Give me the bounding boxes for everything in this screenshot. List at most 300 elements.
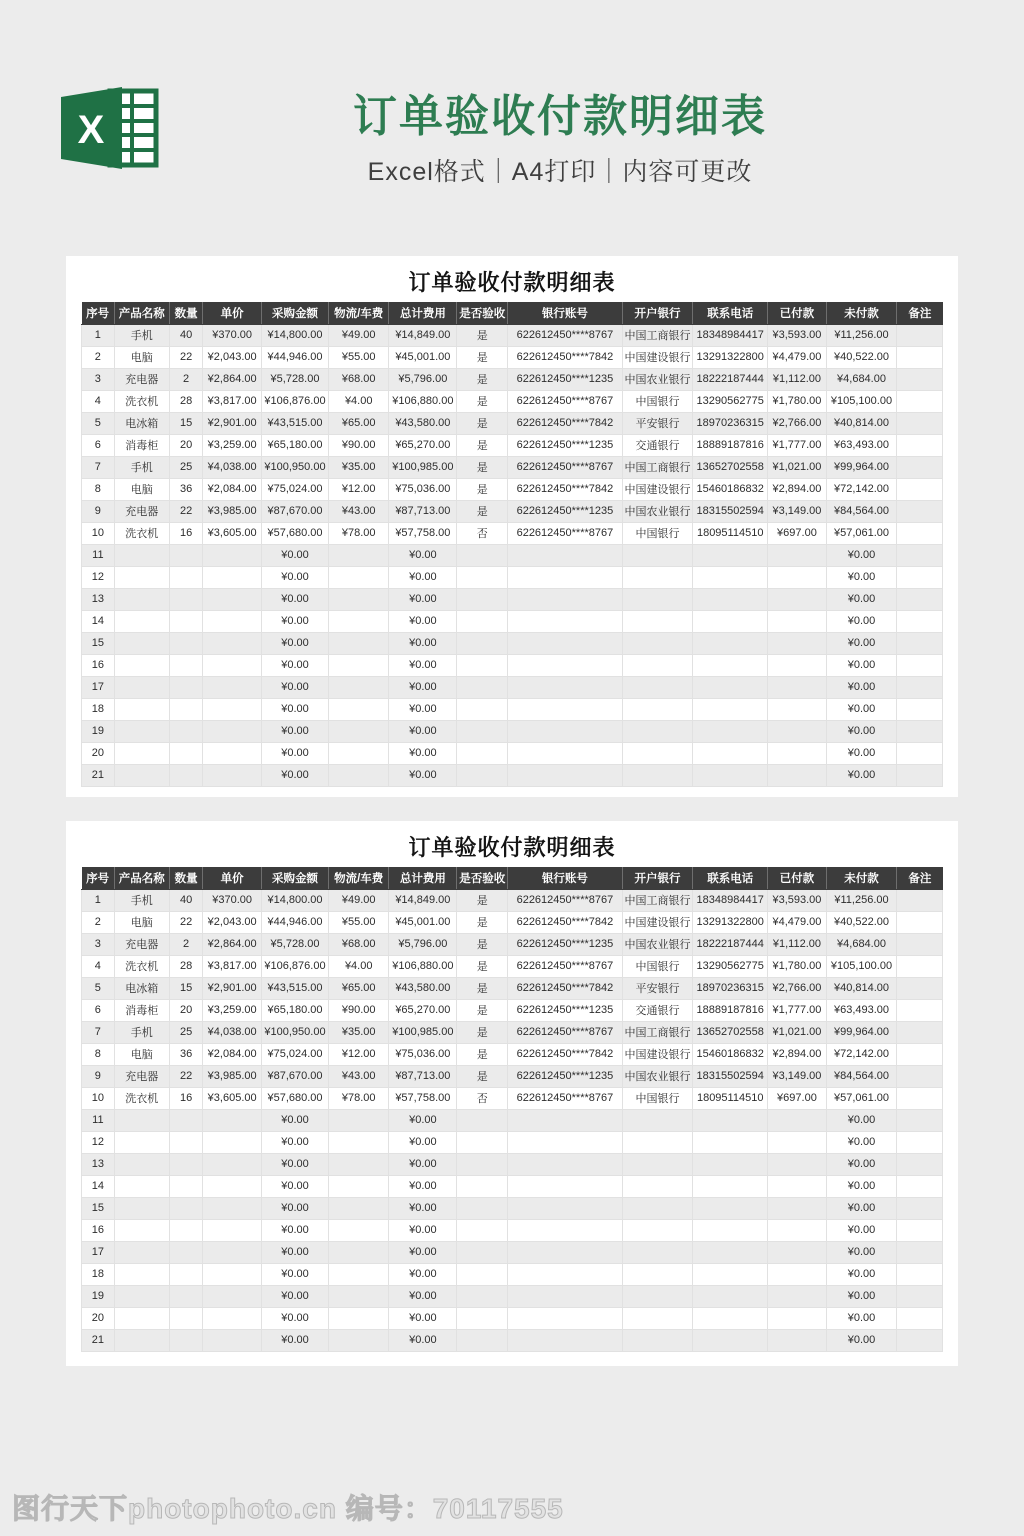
cell: 36 (169, 478, 203, 500)
cell: ¥0.00 (261, 764, 328, 786)
cell: ¥35.00 (329, 1021, 389, 1043)
cell (169, 588, 203, 610)
cell (693, 588, 768, 610)
cell: 16 (82, 654, 115, 676)
page-title: 订单验收付款明细表 (353, 92, 767, 141)
cell (457, 1329, 508, 1351)
table-row (82, 1131, 943, 1153)
cell: ¥45,001.00 (389, 346, 457, 368)
cell (768, 566, 827, 588)
cell: 充电器 (114, 1065, 169, 1087)
cell (768, 632, 827, 654)
cell (203, 1175, 262, 1197)
cell: ¥55.00 (329, 346, 389, 368)
table-row (82, 478, 943, 500)
cell: ¥55.00 (329, 911, 389, 933)
cell (329, 764, 389, 786)
cell (203, 1241, 262, 1263)
cell: 28 (169, 955, 203, 977)
cell: 8 (82, 1043, 115, 1065)
cell (768, 1109, 827, 1131)
cell: ¥0.00 (826, 1109, 897, 1131)
cell (693, 1329, 768, 1351)
cell: 充电器 (114, 368, 169, 390)
cell: 17 (82, 676, 115, 698)
cell: ¥11,256.00 (826, 889, 897, 911)
cell: 电脑 (114, 1043, 169, 1065)
cell: ¥4,684.00 (826, 368, 897, 390)
cell: ¥0.00 (826, 1307, 897, 1329)
cell: ¥90.00 (329, 434, 389, 456)
cell: 18095114510 (693, 522, 768, 544)
cell: 40 (169, 889, 203, 911)
cell: ¥2,864.00 (203, 368, 262, 390)
cell: ¥0.00 (826, 1241, 897, 1263)
cell (508, 1153, 623, 1175)
cell: 17 (82, 1241, 115, 1263)
cell: ¥0.00 (261, 1109, 328, 1131)
column-header: 采购金额 (261, 302, 328, 324)
cell (693, 1175, 768, 1197)
cell: ¥78.00 (329, 522, 389, 544)
cell: ¥0.00 (389, 1131, 457, 1153)
cell: ¥87,713.00 (389, 500, 457, 522)
cell: 622612450****8767 (508, 390, 623, 412)
cell: ¥1,112.00 (768, 368, 827, 390)
cell (169, 1219, 203, 1241)
cell: 13290562775 (693, 955, 768, 977)
table-row (82, 676, 943, 698)
cell: 充电器 (114, 500, 169, 522)
cell: ¥0.00 (261, 566, 328, 588)
cell: ¥3,817.00 (203, 390, 262, 412)
cell: ¥0.00 (826, 1131, 897, 1153)
cell (897, 632, 943, 654)
cell: ¥5,796.00 (389, 933, 457, 955)
header-row (82, 867, 943, 889)
cell: 中国工商银行 (622, 889, 693, 911)
cell (508, 610, 623, 632)
cell: 6 (82, 999, 115, 1021)
cell: 22 (169, 911, 203, 933)
cell (169, 764, 203, 786)
cell: 中国农业银行 (622, 933, 693, 955)
cell (622, 1307, 693, 1329)
cell (897, 566, 943, 588)
cell: ¥100,985.00 (389, 456, 457, 478)
cell: ¥0.00 (261, 1175, 328, 1197)
cell: 中国银行 (622, 390, 693, 412)
cell: ¥3,605.00 (203, 1087, 262, 1109)
cell: 是 (457, 889, 508, 911)
cell: ¥57,758.00 (389, 1087, 457, 1109)
cell (508, 1197, 623, 1219)
cell: ¥370.00 (203, 889, 262, 911)
cell: ¥0.00 (261, 1307, 328, 1329)
table-row (82, 999, 943, 1021)
cell (457, 676, 508, 698)
cell: 13 (82, 588, 115, 610)
table-row (82, 544, 943, 566)
cell (508, 1175, 623, 1197)
cell: 是 (457, 390, 508, 412)
cell: 中国银行 (622, 522, 693, 544)
cell (897, 1021, 943, 1043)
table-row (82, 977, 943, 999)
cell: 2 (82, 911, 115, 933)
cell: ¥0.00 (261, 1219, 328, 1241)
table-row (82, 1263, 943, 1285)
cell: ¥40,814.00 (826, 977, 897, 999)
cell: 13652702558 (693, 1021, 768, 1043)
cell (897, 1043, 943, 1065)
cell (169, 544, 203, 566)
cell: 是 (457, 999, 508, 1021)
cell: ¥12.00 (329, 1043, 389, 1065)
table-row (82, 412, 943, 434)
cell: ¥370.00 (203, 324, 262, 346)
column-header: 产品名称 (114, 302, 169, 324)
cell (203, 1285, 262, 1307)
cell (329, 1307, 389, 1329)
cell (622, 1263, 693, 1285)
cell (169, 1307, 203, 1329)
cell (693, 1241, 768, 1263)
cell: ¥0.00 (389, 610, 457, 632)
cell: 中国建设银行 (622, 911, 693, 933)
cell (329, 1153, 389, 1175)
cell (508, 698, 623, 720)
cell (114, 1175, 169, 1197)
cell (768, 1329, 827, 1351)
cell: 中国建设银行 (622, 478, 693, 500)
cell: ¥3,605.00 (203, 522, 262, 544)
cell (169, 1329, 203, 1351)
cell: 19 (82, 720, 115, 742)
cell (329, 632, 389, 654)
cell: 18222187444 (693, 933, 768, 955)
column-header: 联系电话 (693, 302, 768, 324)
cell: ¥49.00 (329, 324, 389, 346)
cell (622, 1241, 693, 1263)
cell (622, 742, 693, 764)
cell: 16 (82, 1219, 115, 1241)
cell: ¥0.00 (261, 1263, 328, 1285)
cell: ¥40,522.00 (826, 911, 897, 933)
cell: ¥2,901.00 (203, 412, 262, 434)
cell (622, 588, 693, 610)
cell: ¥99,964.00 (826, 456, 897, 478)
column-header: 序号 (82, 867, 115, 889)
cell (203, 1263, 262, 1285)
cell: ¥0.00 (826, 1263, 897, 1285)
cell (622, 764, 693, 786)
cell: ¥0.00 (826, 1175, 897, 1197)
cell (169, 1109, 203, 1131)
cell: ¥0.00 (261, 1241, 328, 1263)
cell: 中国农业银行 (622, 1065, 693, 1087)
cell: ¥106,880.00 (389, 390, 457, 412)
cell: 36 (169, 1043, 203, 1065)
cell (169, 742, 203, 764)
cell: 15 (169, 977, 203, 999)
table-row (82, 1241, 943, 1263)
cell (457, 1109, 508, 1131)
table-wrap (81, 302, 943, 787)
cell: 25 (169, 456, 203, 478)
cell: 电脑 (114, 911, 169, 933)
cell: ¥2,901.00 (203, 977, 262, 999)
cell (457, 1153, 508, 1175)
cell (457, 1285, 508, 1307)
cell (114, 1329, 169, 1351)
cell: ¥57,061.00 (826, 522, 897, 544)
cell (693, 676, 768, 698)
cell (329, 1131, 389, 1153)
cell (114, 654, 169, 676)
cell: ¥43,580.00 (389, 412, 457, 434)
cell: ¥0.00 (826, 1329, 897, 1351)
cell: 中国工商银行 (622, 1021, 693, 1043)
table-row (82, 434, 943, 456)
site-watermark: 图行天下photophoto.cn 编号：70117555 (12, 1493, 564, 1524)
cell: 手机 (114, 1021, 169, 1043)
cell: 622612450****8767 (508, 1021, 623, 1043)
table-row (82, 764, 943, 786)
cell (457, 1307, 508, 1329)
cell: ¥63,493.00 (826, 434, 897, 456)
column-header: 总计费用 (389, 302, 457, 324)
cell: 18315502594 (693, 1065, 768, 1087)
cell: 中国建设银行 (622, 346, 693, 368)
cell (897, 933, 943, 955)
cell: ¥35.00 (329, 456, 389, 478)
cell: ¥3,817.00 (203, 955, 262, 977)
cell: 电冰箱 (114, 977, 169, 999)
cell (114, 1241, 169, 1263)
cell: ¥0.00 (261, 742, 328, 764)
cell: 15 (82, 632, 115, 654)
cell: ¥14,849.00 (389, 889, 457, 911)
cell: 是 (457, 955, 508, 977)
column-header: 银行账号 (508, 867, 623, 889)
cell: 手机 (114, 456, 169, 478)
table-row (82, 324, 943, 346)
cell: 13291322800 (693, 346, 768, 368)
cell (169, 1263, 203, 1285)
cell: 14 (82, 610, 115, 632)
cell (768, 698, 827, 720)
cell: 交通银行 (622, 434, 693, 456)
cell: ¥106,880.00 (389, 955, 457, 977)
cell (329, 1109, 389, 1131)
column-header: 数量 (169, 302, 203, 324)
cell (622, 698, 693, 720)
table-row (82, 933, 943, 955)
cell: ¥105,100.00 (826, 955, 897, 977)
cell (329, 1263, 389, 1285)
cell (897, 911, 943, 933)
cell (693, 742, 768, 764)
cell (329, 1175, 389, 1197)
table-row (82, 1065, 943, 1087)
cell: ¥0.00 (261, 588, 328, 610)
cell (897, 346, 943, 368)
sheet-card-2 (66, 821, 958, 1366)
cell: 10 (82, 522, 115, 544)
table-wrap (81, 867, 943, 1352)
cell: ¥14,849.00 (389, 324, 457, 346)
cell (329, 1285, 389, 1307)
cell: ¥0.00 (389, 698, 457, 720)
cell: 18889187816 (693, 999, 768, 1021)
cell (457, 610, 508, 632)
column-header: 联系电话 (693, 867, 768, 889)
cell: ¥0.00 (826, 1197, 897, 1219)
column-header: 单价 (203, 302, 262, 324)
cell (693, 610, 768, 632)
cell (114, 698, 169, 720)
cell (897, 1329, 943, 1351)
cell: 中国农业银行 (622, 500, 693, 522)
cell (203, 1219, 262, 1241)
cell: 622612450****7842 (508, 911, 623, 933)
table-row (82, 346, 943, 368)
cell: 12 (82, 566, 115, 588)
cell: ¥0.00 (389, 676, 457, 698)
cell: 19 (82, 1285, 115, 1307)
order-payment-table (81, 867, 943, 1352)
cell (622, 720, 693, 742)
column-header: 未付款 (826, 302, 897, 324)
cell: ¥68.00 (329, 933, 389, 955)
cell: ¥65,180.00 (261, 999, 328, 1021)
cell: 13291322800 (693, 911, 768, 933)
cell (768, 1219, 827, 1241)
cell: 是 (457, 346, 508, 368)
cell: ¥5,728.00 (261, 368, 328, 390)
cell (203, 588, 262, 610)
cell: 18222187444 (693, 368, 768, 390)
cell (329, 676, 389, 698)
cell: ¥43.00 (329, 500, 389, 522)
cell: 是 (457, 1021, 508, 1043)
cell (169, 1197, 203, 1219)
cell: 是 (457, 456, 508, 478)
cell (622, 1329, 693, 1351)
cell (622, 654, 693, 676)
cell (508, 1131, 623, 1153)
cell: ¥72,142.00 (826, 478, 897, 500)
cell: ¥697.00 (768, 522, 827, 544)
column-header: 单价 (203, 867, 262, 889)
cell (768, 1197, 827, 1219)
cell: 3 (82, 368, 115, 390)
cell: 622612450****8767 (508, 456, 623, 478)
excel-logo-icon (58, 84, 162, 172)
cell (329, 566, 389, 588)
cell: ¥4,684.00 (826, 933, 897, 955)
cell (897, 1153, 943, 1175)
table-row (82, 698, 943, 720)
cell: ¥100,985.00 (389, 1021, 457, 1043)
cell (203, 1329, 262, 1351)
cell (897, 698, 943, 720)
cell: 622612450****8767 (508, 1087, 623, 1109)
cell: 1 (82, 324, 115, 346)
cell: 是 (457, 500, 508, 522)
cell: ¥100,950.00 (261, 1021, 328, 1043)
cell (329, 1219, 389, 1241)
table-row (82, 522, 943, 544)
cell (693, 1109, 768, 1131)
excel-logo (58, 84, 162, 172)
cell: 20 (82, 1307, 115, 1329)
cell (897, 1131, 943, 1153)
cell: 622612450****8767 (508, 955, 623, 977)
cell (203, 1197, 262, 1219)
cell (203, 1153, 262, 1175)
cell: ¥0.00 (826, 610, 897, 632)
cell (897, 500, 943, 522)
cell: 6 (82, 434, 115, 456)
cell: 电冰箱 (114, 412, 169, 434)
cell: ¥0.00 (261, 676, 328, 698)
cell: ¥0.00 (826, 698, 897, 720)
cell: 14 (82, 1175, 115, 1197)
table-row (82, 1197, 943, 1219)
cell (114, 566, 169, 588)
table-row (82, 654, 943, 676)
cell: ¥49.00 (329, 889, 389, 911)
cell: ¥0.00 (389, 1175, 457, 1197)
column-header: 是否验收 (457, 302, 508, 324)
column-header: 银行账号 (508, 302, 623, 324)
cell: ¥0.00 (261, 1285, 328, 1307)
cell: ¥0.00 (261, 1153, 328, 1175)
cell: ¥0.00 (826, 676, 897, 698)
cell: ¥4.00 (329, 955, 389, 977)
table-row (82, 1087, 943, 1109)
cell (114, 764, 169, 786)
cell: ¥100,950.00 (261, 456, 328, 478)
cell (768, 1175, 827, 1197)
cell (203, 1131, 262, 1153)
cell (897, 654, 943, 676)
cell (897, 478, 943, 500)
cell (457, 1241, 508, 1263)
cell: ¥0.00 (389, 1285, 457, 1307)
cell: 18889187816 (693, 434, 768, 456)
cell: 622612450****7842 (508, 977, 623, 999)
cell (622, 1219, 693, 1241)
cell (114, 1285, 169, 1307)
cell (897, 434, 943, 456)
cell (203, 698, 262, 720)
cell: 洗衣机 (114, 522, 169, 544)
cell: ¥99,964.00 (826, 1021, 897, 1043)
table-row (82, 610, 943, 632)
cell: ¥2,084.00 (203, 478, 262, 500)
cell: 622612450****8767 (508, 522, 623, 544)
cell: ¥2,864.00 (203, 933, 262, 955)
cell: ¥0.00 (826, 654, 897, 676)
cell: ¥0.00 (826, 1219, 897, 1241)
cell (508, 1307, 623, 1329)
cell: 18095114510 (693, 1087, 768, 1109)
cell: ¥1,780.00 (768, 955, 827, 977)
cell (768, 1285, 827, 1307)
